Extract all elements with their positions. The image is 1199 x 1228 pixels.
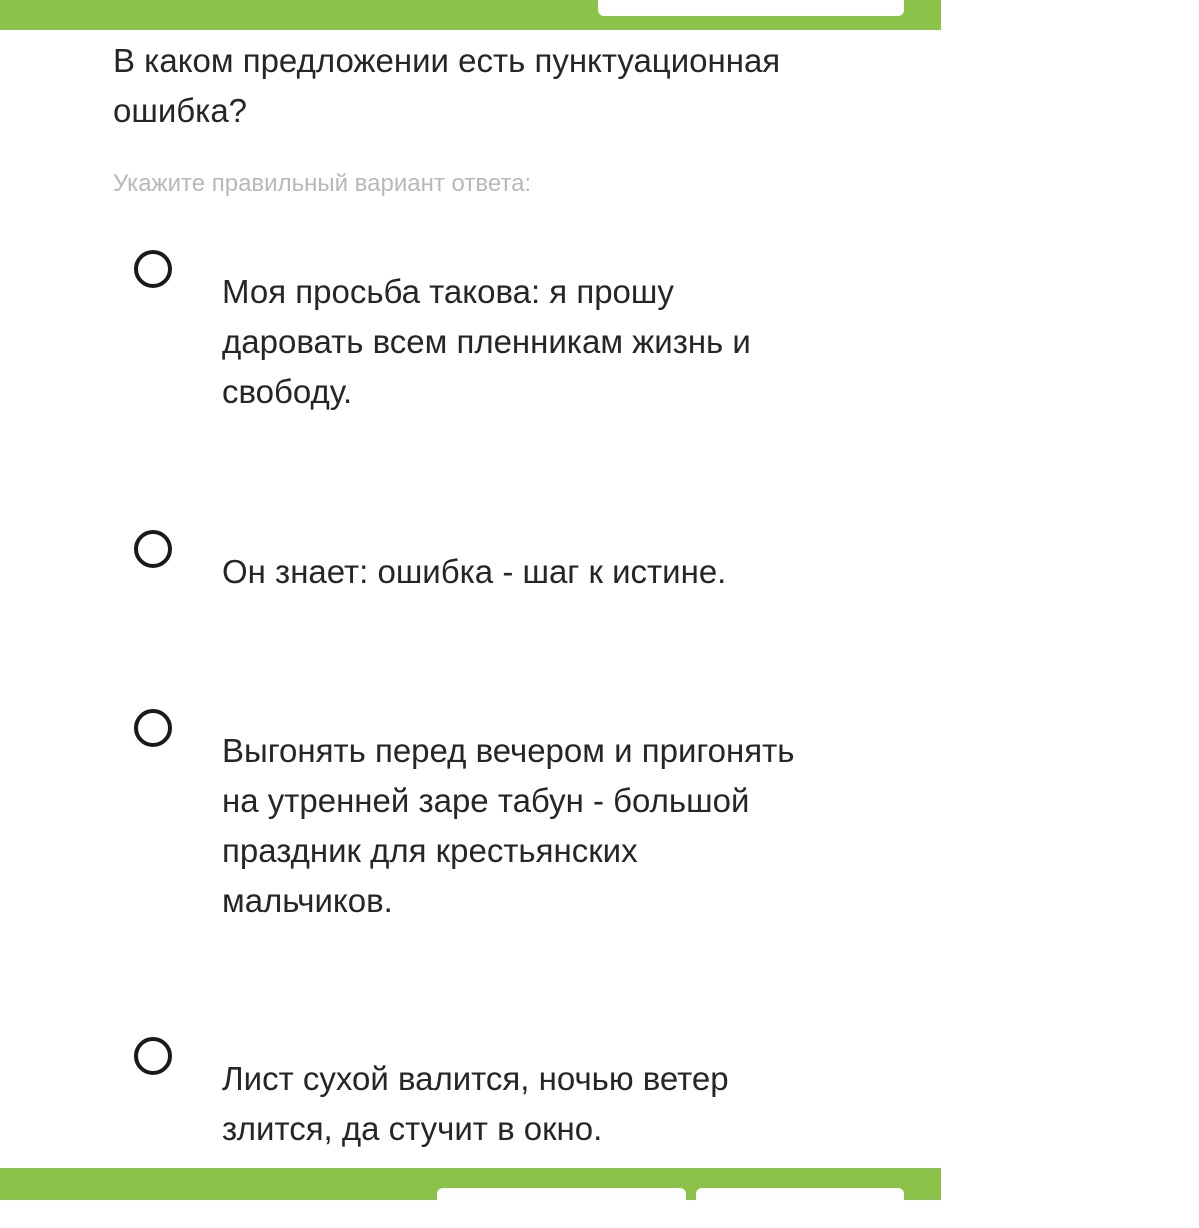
answer-option-label: Он знает: ошибка - шаг к истине. [222,553,727,590]
bottom-left-button[interactable] [437,1188,686,1228]
question-text: В каком предложении есть пунктуационная ошибка? [113,42,781,129]
bottom-right-button[interactable] [696,1188,904,1228]
radio-button-icon[interactable] [134,1037,172,1075]
answer-instruction: Укажите правильный вариант ответа: [113,170,532,197]
top-bar [0,0,941,30]
answer-option-label: Моя просьба такова: я прошу даровать всем пленникам жизнь и свободу. [222,273,751,410]
radio-button-icon[interactable] [134,250,172,288]
answer-option-label: Выгонять перед вечером и пригонять на утренней заре табун - большой праздник для крестьянских мальчиков. [222,732,795,919]
radio-button-icon[interactable] [134,530,172,568]
answer-option-label: Лист сухой валится, ночью ветер злится, да стучит в окно. [222,1060,729,1147]
top-bar-button[interactable] [598,0,904,16]
radio-button-icon[interactable] [134,709,172,747]
bottom-bar [0,1168,941,1200]
